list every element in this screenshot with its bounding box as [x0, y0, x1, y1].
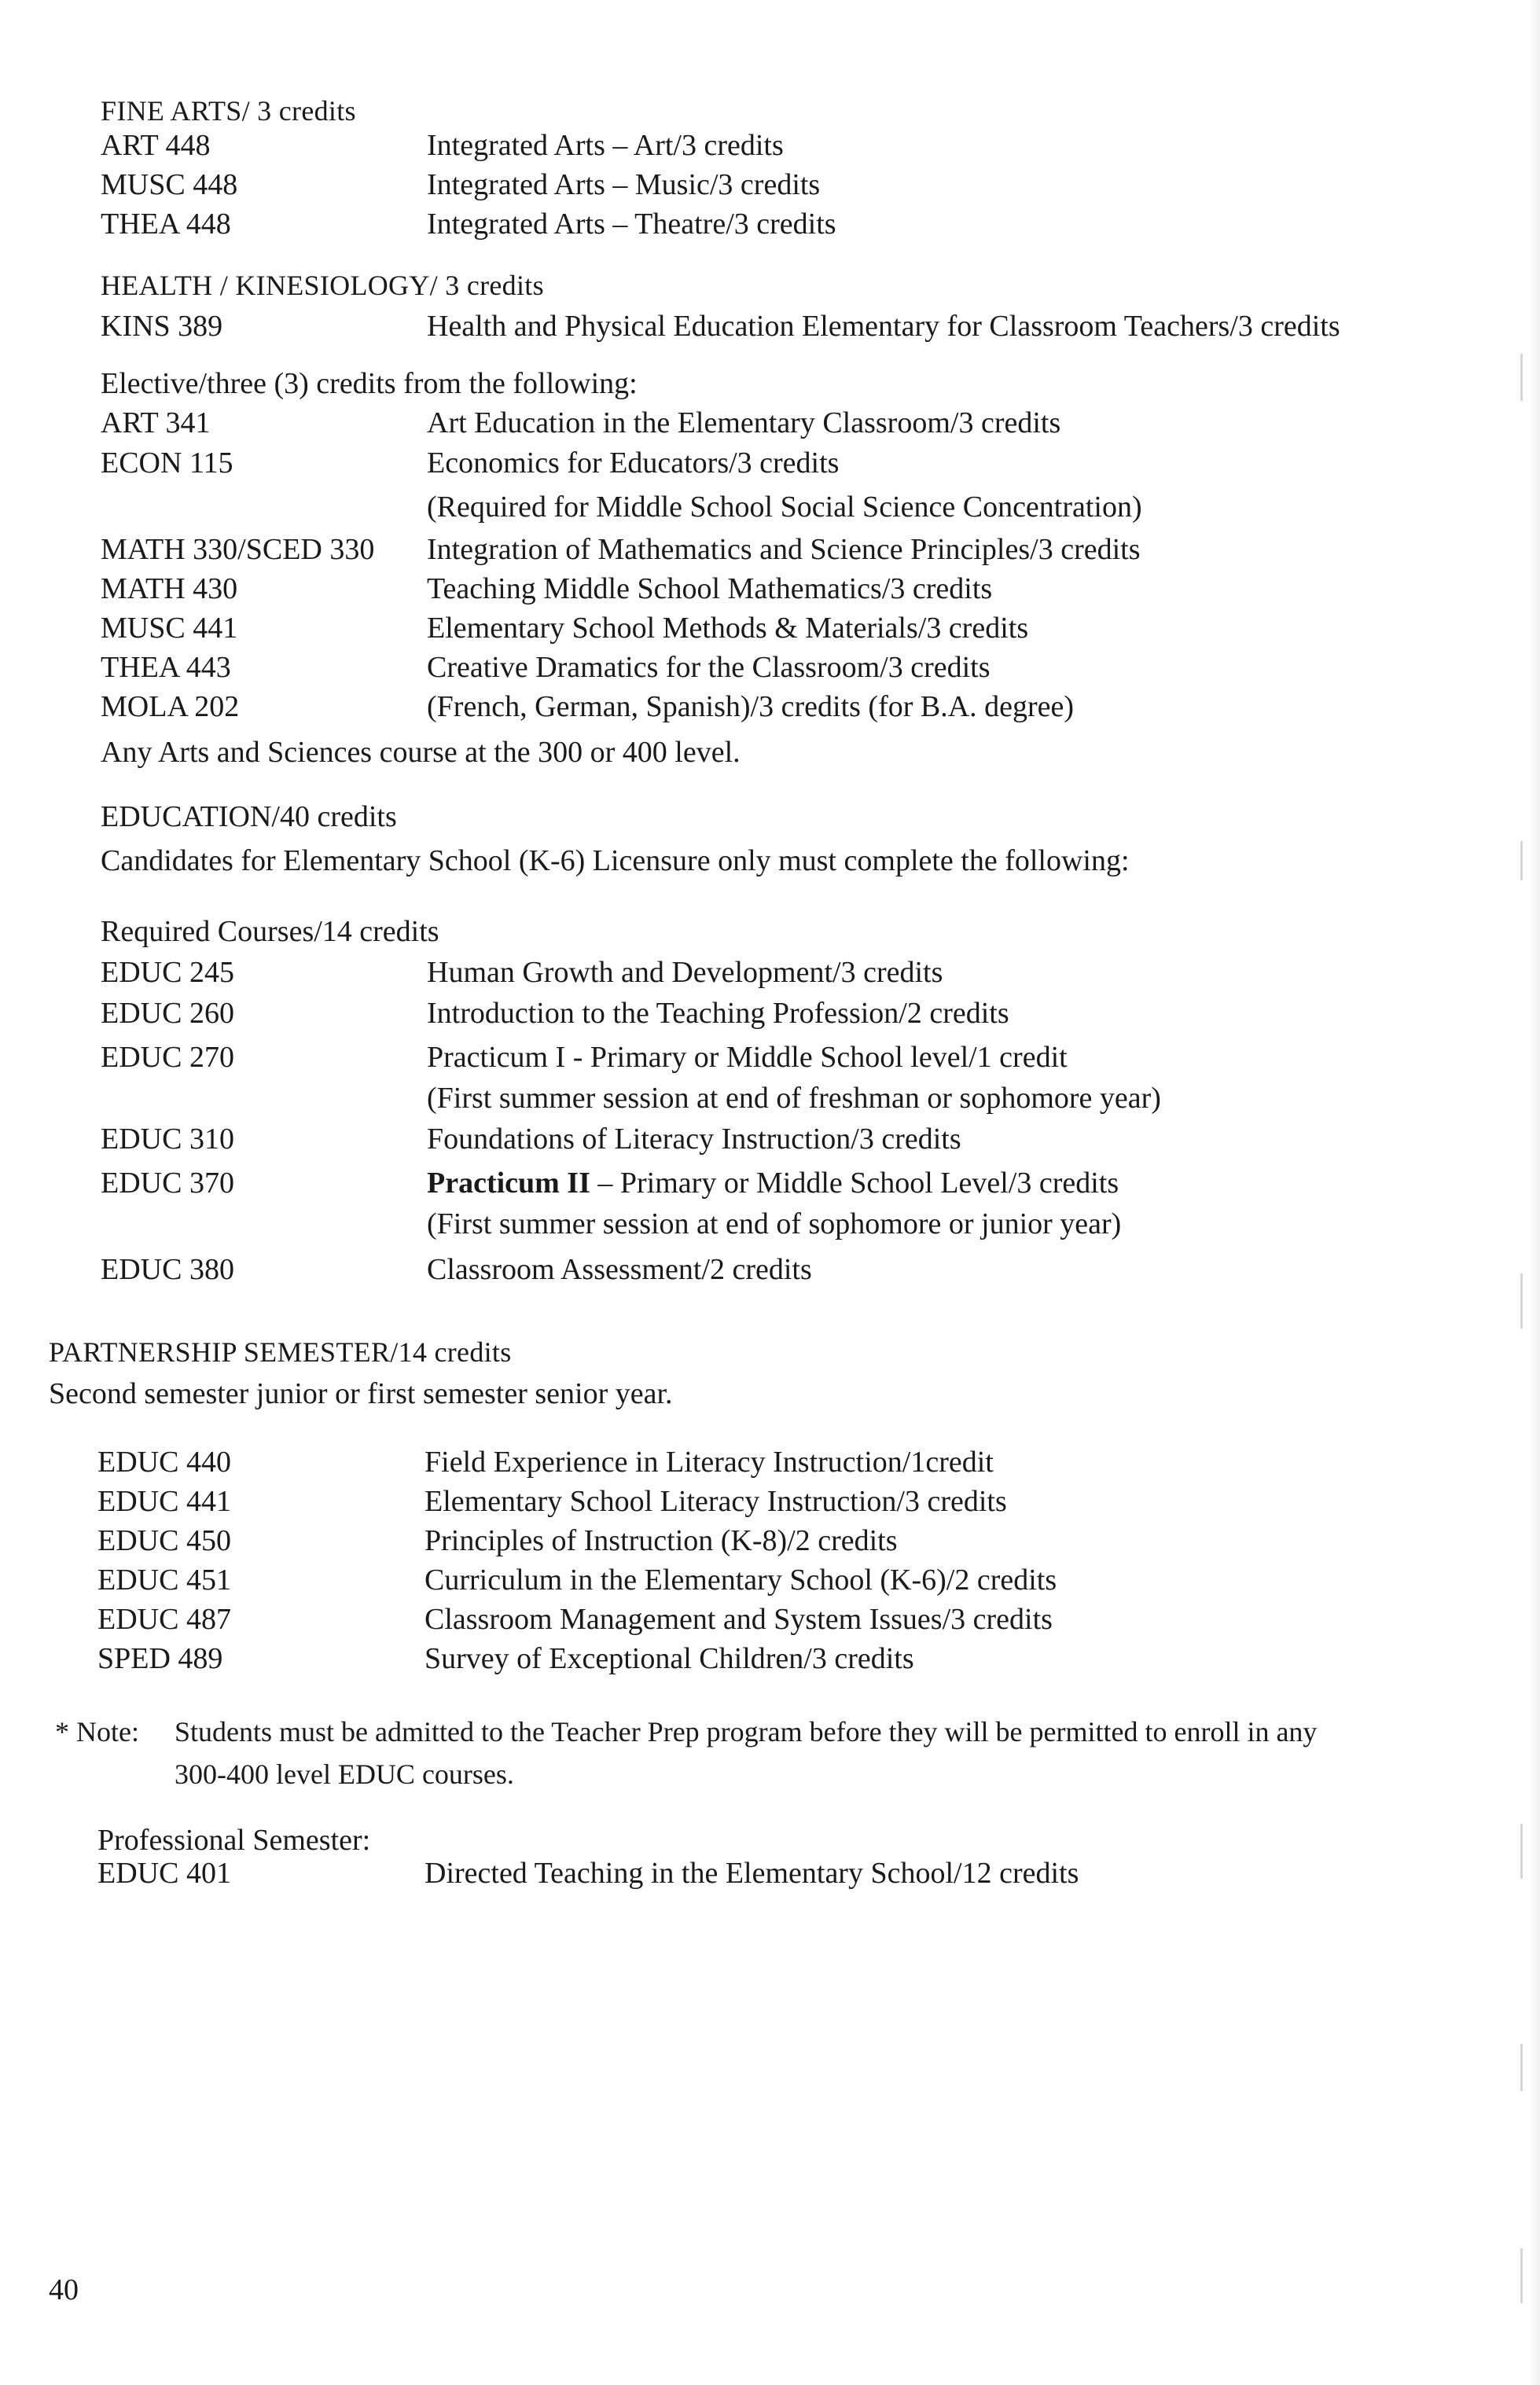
- scan-mark: [1520, 1824, 1523, 1879]
- course-title: Field Experience in Literacy Instruction/1credit: [425, 1446, 994, 1479]
- course-title-bold: Practicum II: [427, 1167, 590, 1200]
- course-title: [427, 1165, 1119, 1201]
- note-marker: * Note:: [55, 1716, 139, 1747]
- course-code: EDUC 260: [101, 997, 234, 1030]
- course-note: (First summer session at end of sophomore or junior year): [427, 1207, 1122, 1240]
- course-code: EDUC 450: [97, 1524, 231, 1557]
- scan-mark: [1520, 354, 1523, 401]
- scan-mark: [1520, 1273, 1523, 1328]
- course-code: EDUC 487: [97, 1603, 231, 1636]
- course-title: Economics for Educators/3 credits: [427, 446, 840, 480]
- course-code: SPED 489: [97, 1642, 223, 1675]
- note-line-2: 300-400 level EDUC courses.: [175, 1758, 514, 1790]
- course-code: MATH 330/SCED 330: [101, 533, 375, 566]
- course-note: (Required for Middle School Social Science Concentration): [427, 491, 1142, 524]
- course-code: MATH 430: [101, 572, 238, 605]
- note-line-1: Students must be admitted to the Teacher Prep program before they will be permitted to enroll in any: [175, 1716, 1318, 1747]
- partnership-intro: Second semester junior or first semester senior year.: [49, 1377, 673, 1410]
- course-title: Elementary School Literacy Instruction/3 credits: [425, 1485, 1007, 1518]
- course-code: ART 341: [101, 406, 211, 439]
- professional-heading: Professional Semester:: [97, 1824, 371, 1857]
- course-code: ART 448: [101, 129, 211, 162]
- course-code: EDUC 370: [101, 1167, 234, 1200]
- course-title: Art Education in the Elementary Classroom/3 credits: [427, 406, 1061, 439]
- course-code: EDUC 441: [97, 1485, 231, 1518]
- scan-mark: [1520, 2248, 1523, 2303]
- fine-arts-heading: FINE ARTS/ 3 credits: [101, 95, 356, 127]
- course-code: MUSC 441: [101, 612, 238, 645]
- course-title: Integrated Arts – Music/3 credits: [427, 168, 821, 201]
- course-title: Health and Physical Education Elementary for Classroom Teachers/3 credits: [427, 310, 1340, 343]
- course-title: Principles of Instruction (K-8)/2 credits: [425, 1524, 898, 1557]
- required-courses-heading: Required Courses/14 credits: [101, 915, 439, 948]
- course-note: (First summer session at end of freshman or sophomore year): [427, 1082, 1161, 1115]
- elective-heading: Elective/three (3) credits from the following:: [101, 367, 638, 400]
- scan-mark: [1520, 841, 1523, 880]
- course-code: EDUC 440: [97, 1446, 231, 1479]
- elective-footer: Any Arts and Sciences course at the 300 or 400 level.: [101, 736, 741, 769]
- course-title: Integrated Arts – Art/3 credits: [427, 129, 784, 162]
- course-code: EDUC 401: [97, 1857, 231, 1890]
- scan-mark: [1520, 2044, 1523, 2091]
- course-title: Classroom Management and System Issues/3 credits: [425, 1603, 1053, 1636]
- education-heading: EDUCATION/40 credits: [101, 800, 397, 833]
- course-title-rest: – Primary or Middle School Level/3 credits: [590, 1167, 1119, 1200]
- course-code: THEA 443: [101, 651, 231, 684]
- course-title: Introduction to the Teaching Profession/2 credits: [427, 997, 1009, 1030]
- course-code: EDUC 310: [101, 1123, 234, 1156]
- course-title: (French, German, Spanish)/3 credits (for B.A. degree): [427, 690, 1075, 723]
- course-title: Teaching Middle School Mathematics/3 credits: [427, 572, 993, 605]
- course-title: Integration of Mathematics and Science Principles/3 credits: [427, 533, 1141, 566]
- course-code: ECON 115: [101, 446, 233, 480]
- course-title: Foundations of Literacy Instruction/3 credits: [427, 1123, 961, 1156]
- course-title: Curriculum in the Elementary School (K-6)/2 credits: [425, 1564, 1057, 1597]
- course-title: Human Growth and Development/3 credits: [427, 956, 943, 989]
- course-title: Integrated Arts – Theatre/3 credits: [427, 208, 836, 241]
- partnership-heading: PARTNERSHIP SEMESTER/14 credits: [49, 1336, 512, 1368]
- course-code: KINS 389: [101, 310, 223, 343]
- health-heading: HEALTH / KINESIOLOGY/ 3 credits: [101, 270, 544, 301]
- course-title: Directed Teaching in the Elementary School/12 credits: [425, 1857, 1079, 1890]
- course-title: Creative Dramatics for the Classroom/3 credits: [427, 651, 991, 684]
- page-number: 40: [49, 2273, 79, 2306]
- course-title: Practicum I - Primary or Middle School level/1 credit: [427, 1041, 1068, 1074]
- course-code: THEA 448: [101, 208, 231, 241]
- course-code: EDUC 380: [101, 1253, 234, 1286]
- course-title: Classroom Assessment/2 credits: [427, 1253, 812, 1286]
- course-code: EDUC 270: [101, 1041, 234, 1074]
- course-title: Survey of Exceptional Children/3 credits: [425, 1642, 914, 1675]
- course-code: EDUC 451: [97, 1564, 231, 1597]
- education-intro: Candidates for Elementary School (K-6) Licensure only must complete the following:: [101, 844, 1130, 877]
- scan-edge-shadow: [1529, 0, 1540, 2385]
- course-code: MUSC 448: [101, 168, 238, 201]
- course-code: EDUC 245: [101, 956, 234, 989]
- course-code: MOLA 202: [101, 690, 240, 723]
- course-title: Elementary School Methods & Materials/3 credits: [427, 612, 1029, 645]
